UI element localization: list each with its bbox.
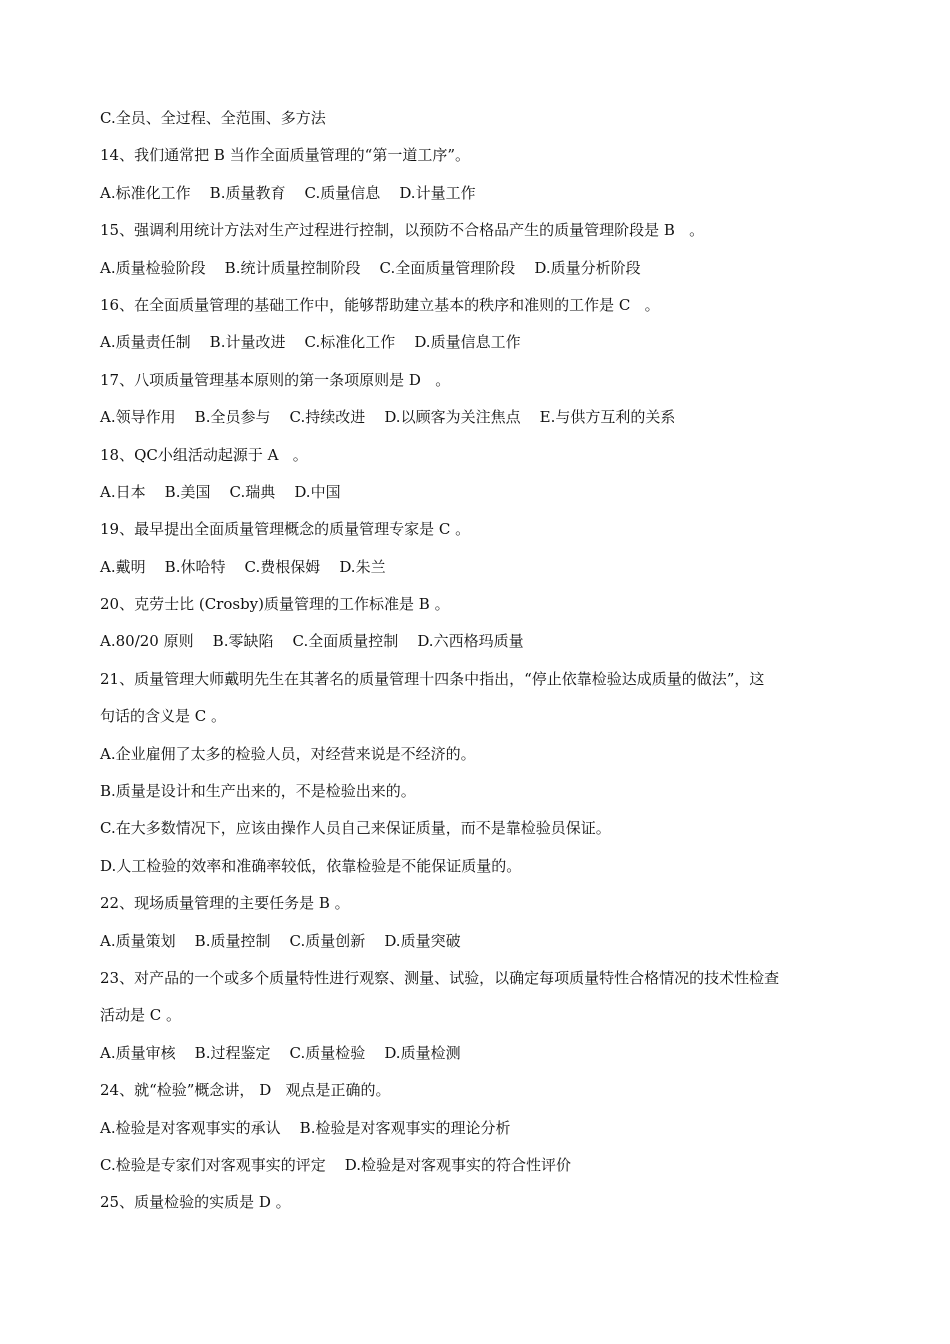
options-20: A.80/20 原则 B.零缺陷 C.全面质量控制 D.六西格玛质量 (100, 632, 524, 651)
answer-option-line: C.全员、全过程、全范围、多方法 (100, 109, 326, 127)
question-16: 16、在全面质量管理的基础工作中，能够帮助建立基本的秩序和准则的工作是 C 。 (100, 295, 660, 314)
question-19: 19、最早提出全面质量管理概念的质量管理专家是 C 。 (100, 520, 471, 539)
question-21-part2: 句话的含义是 C 。 (100, 707, 227, 726)
question-23-part2: 活动是 C 。 (100, 1006, 182, 1025)
question-14: 14、我们通常把 B 当作全面质量管理的“第一道工序”。 (100, 146, 470, 165)
question-23-part1: 23、对产品的一个或多个质量特性进行观察、测量、试验，以确定每项质量特性合格情况的技术性检查 (100, 968, 780, 987)
option-21-c: C.在大多数情况下，应该由操作人员自己来保证质量，而不是靠检验员保证。 (100, 819, 611, 838)
options-23: A.质量审核 B.过程鉴定 C.质量检验 D.质量检测 (100, 1043, 461, 1062)
options-15: A.质量检验阶段 B.统计质量控制阶段 C.全面质量管理阶段 D.质量分析阶段 (100, 258, 641, 277)
options-14: A.标准化工作 B.质量教育 C.质量信息 D.计量工作 (100, 183, 476, 202)
options-17: A.领导作用 B.全员参与 C.持续改进 D.以顾客为关注焦点 E.与供方互利的关系 (100, 408, 676, 427)
options-19: A.戴明 B.休哈特 C.费根保姆 D.朱兰 (100, 557, 386, 576)
question-20: 20、克劳士比 (Crosby)质量管理的工作标准是 B 。 (100, 595, 450, 614)
question-15: 15、强调利用统计方法对生产过程进行控制，以预防不合格品产生的质量管理阶段是 B 。 (100, 221, 705, 240)
question-25: 25、质量检验的实质是 D 。 (100, 1193, 291, 1212)
option-21-a: A.企业雇佣了太多的检验人员，对经营来说是不经济的。 (100, 744, 476, 763)
option-21-b: B.质量是设计和生产出来的，不是检验出来的。 (100, 782, 416, 801)
question-21-part1: 21、质量管理大师戴明先生在其著名的质量管理十四条中指出，“停止依靠检验达成质量的做法”，这 (100, 669, 765, 688)
options-18: A.日本 B.美国 C.瑞典 D.中国 (100, 482, 341, 501)
option-21-d: D.人工检验的效率和准确率较低，依靠检验是不能保证质量的。 (100, 856, 522, 875)
question-24: 24、就“检验”概念讲， D 观点是正确的。 (100, 1081, 391, 1100)
question-18: 18、QC小组活动起源于 A 。 (100, 445, 308, 464)
question-22: 22、现场质量管理的主要任务是 B 。 (100, 894, 350, 913)
question-17: 17、八项质量管理基本原则的第一条项原则是 D 。 (100, 370, 451, 389)
options-22: A.质量策划 B.质量控制 C.质量创新 D.质量突破 (100, 931, 461, 950)
options-24-ab: A.检验是对客观事实的承认 B.检验是对客观事实的理论分析 (100, 1118, 511, 1137)
document-body (100, 100, 860, 1222)
options-24-cd: C.检验是专家们对客观事实的评定 D.检验是对客观事实的符合性评价 (100, 1155, 572, 1174)
options-16: A.质量责任制 B.计量改进 C.标准化工作 D.质量信息工作 (100, 333, 521, 352)
